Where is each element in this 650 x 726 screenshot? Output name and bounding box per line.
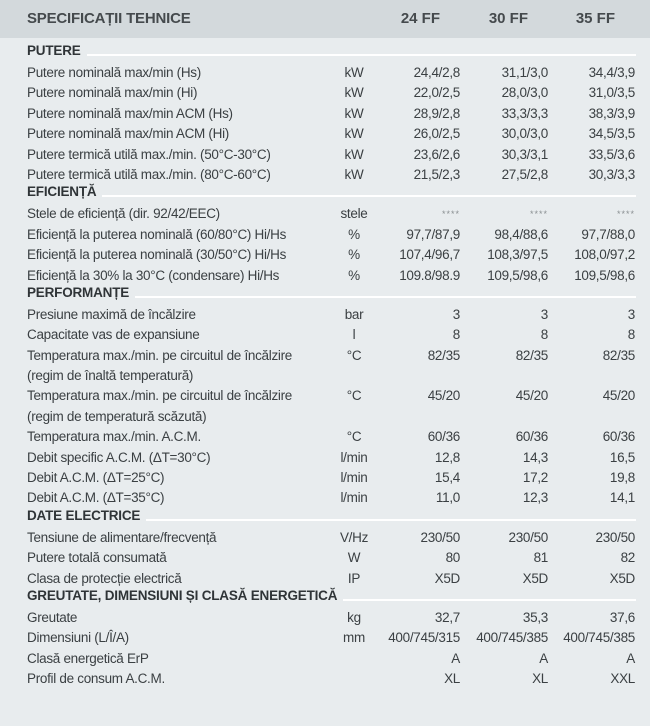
spec-label [27,124,229,144]
spec-label-line1: Capacitate vas de expansiune [27,327,200,343]
spec-unit: kg [347,610,361,626]
spec-unit: l [352,327,356,343]
spec-label [27,204,220,224]
spec-row [0,606,650,626]
section-title: EFICIENȚĂ [27,184,102,199]
spec-value-30ff: 400/745/385 [476,630,548,646]
spec-unit: W [347,550,361,566]
spec-value-30ff: 8 [540,327,548,343]
spec-label-line1: Temperatura max./min. pe circuitul de încălzire [27,388,293,404]
spec-value-35ff: 3 [627,306,635,322]
spec-value-30ff: 82/35 [515,347,548,363]
spec-table-body [0,38,650,688]
model-header-24ff: 24 FF [400,10,440,27]
spec-value-35ff: 82/35 [602,347,635,363]
spec-label-line1: Dimensiuni (L/Î/A) [27,630,129,646]
spec-label [27,165,271,185]
spec-value-24ff: 230/50 [420,529,460,545]
section-heading [0,284,650,303]
spec-unit: kW [344,85,364,101]
spec-value-35ff: 34,5/3,5 [588,126,635,142]
spec-label [27,225,286,245]
section-title: PUTERE [27,43,87,58]
spec-value-30ff: 17,2 [522,470,548,486]
spec-label [27,427,201,447]
spec-value-24ff: 24,4/2,8 [413,65,460,80]
spec-value-30ff: 27,5/2,8 [501,166,548,182]
spec-row [0,567,650,587]
spec-unit: kW [344,105,364,121]
spec-value-30ff: X5D [522,570,548,586]
spec-label [27,548,166,568]
spec-label [27,346,292,387]
section-title: DATE ELECTRICE [27,508,146,523]
spec-row [0,264,650,284]
spec-value-30ff: **** [529,209,548,220]
spec-label [27,63,201,83]
spec-value-30ff: 45/20 [515,388,548,404]
spec-label [27,468,164,488]
spec-value-35ff: 60/36 [602,429,635,445]
spec-unit: °C [346,388,362,404]
spec-label [27,569,181,589]
spec-label-line1: Putere totală consumată [27,550,167,566]
spec-unit: IP [347,570,361,586]
spec-unit: kW [344,166,364,182]
spec-value-35ff: 400/745/385 [563,630,635,646]
spec-label-line1: Eficiență la 30% la 30°C (condensare) Hi/Hs [27,267,280,283]
spec-label-line1: Putere termică utilă max./min. (80°C-60°C) [27,166,271,182]
spec-value-24ff: 45/20 [427,388,460,404]
spec-unit: stele [340,206,368,222]
spec-value-30ff: XL [532,671,548,687]
spec-value-30ff: 81 [533,550,548,566]
spec-value-35ff: 82 [620,550,635,566]
spec-value-24ff: 28,9/2,8 [413,105,460,121]
spec-label [27,669,165,689]
spec-value-30ff: 14,3 [522,449,548,465]
spec-row [0,667,650,687]
spec-label [27,448,210,468]
spec-value-35ff: 230/50 [595,529,635,545]
spec-value-35ff: 45/20 [602,388,635,404]
spec-label-line1: Clasa de protecție electrică [27,570,182,586]
spec-row [0,61,650,81]
spec-unit: kW [344,146,364,162]
spec-value-35ff: 38,3/3,9 [588,105,635,121]
spec-value-30ff: 109,5/98,6 [487,267,548,283]
spec-value-24ff: A [451,650,460,666]
spec-value-30ff: 35,3 [522,610,548,626]
spec-value-24ff: XL [444,671,460,687]
spec-value-24ff: 22,0/2,5 [413,85,460,101]
spec-value-30ff: 60/36 [515,429,548,445]
spec-value-35ff: 31,0/3,5 [588,85,635,101]
spec-label [27,528,216,548]
section-heading [0,42,650,61]
spec-label-line1: Debit A.C.M. (ΔT=25°C) [27,470,165,486]
spec-row [0,446,650,466]
spec-value-24ff: 60/36 [427,429,460,445]
spec-label-line1: Putere nominală max/min ACM (Hs) [27,105,233,121]
spec-label [27,325,199,345]
spec-value-24ff: 97,7/87,9 [406,226,460,242]
spec-row [0,647,650,667]
spec-value-24ff: 80 [445,550,460,566]
spec-value-35ff: 30,3/3,3 [588,166,635,182]
spec-label [27,83,197,103]
spec-row [0,122,650,142]
spec-unit: l/min [340,490,368,506]
spec-label-line1: Profil de consum A.C.M. [27,671,165,687]
spec-row [0,243,650,263]
spec-value-24ff: 21,5/2,3 [413,166,460,182]
spec-row [0,323,650,343]
spec-row [0,526,650,546]
spec-value-35ff: 19,8 [609,470,635,486]
spec-unit: °C [346,347,362,363]
spec-value-35ff: **** [616,209,635,220]
spec-value-30ff: 31,1/3,0 [501,65,548,80]
model-header-35ff: 35 FF [575,10,615,27]
spec-label-line1: Putere nominală max/min ACM (Hi) [27,126,229,142]
spec-value-24ff: 82/35 [427,347,460,363]
spec-label [27,145,271,165]
spec-value-35ff: 34,4/3,9 [588,65,635,80]
section-heading [0,587,650,606]
spec-row [0,425,650,445]
spec-row [0,202,650,222]
spec-value-30ff: 33,3/3,3 [501,105,548,121]
spec-value-30ff: 98,4/88,6 [494,226,548,242]
spec-value-35ff: 33,5/3,6 [588,146,635,162]
model-header-30ff: 30 FF [488,10,528,27]
spec-unit: kW [344,126,364,142]
spec-value-30ff: 108,3/97,5 [487,247,548,263]
spec-value-24ff: 32,7 [434,610,460,626]
spec-value-24ff: 23,6/2,6 [413,146,460,162]
spec-value-24ff: 107,4/96,7 [399,247,460,263]
spec-label [27,649,149,669]
spec-row [0,143,650,163]
spec-label-line1: Stele de eficiență (dir. 92/42/EEC) [27,206,220,222]
spec-row [0,102,650,122]
spec-unit: % [348,267,360,283]
section-title: PERFORMANȚE [27,285,135,300]
spec-row [0,466,650,486]
spec-label-line1: Debit A.C.M. (ΔT=35°C) [27,490,165,506]
spec-label-line1: Greutate [27,610,78,626]
spec-value-24ff: 3 [452,306,460,322]
spec-unit: mm [343,630,365,646]
spec-value-24ff: 11,0 [435,490,460,506]
spec-label-line1: Putere termică utilă max./min. (50°C-30°C) [27,146,271,162]
spec-label-line1: Presiune maximă de încălzire [27,306,196,322]
spec-value-35ff: 14,1 [609,490,635,506]
spec-label-line1: Eficiență la puterea nominală (60/80°C) Hi/Hs [27,226,287,242]
spec-value-30ff: 30,0/3,0 [501,126,548,142]
spec-unit: l/min [340,470,368,486]
spec-row [0,303,650,323]
spec-label-line1: Debit specific A.C.M. (ΔT=30°C) [27,449,211,465]
spec-value-30ff: 12,3 [522,490,548,506]
spec-label-line2: (regim de înaltă temperatură) [27,368,194,384]
spec-unit: °C [346,429,362,445]
spec-value-30ff: 30,3/3,1 [501,146,548,162]
spec-value-30ff: 28,0/3,0 [501,85,548,101]
spec-label [27,386,292,427]
spec-value-35ff: 108,0/97,2 [574,247,635,263]
spec-unit: kW [344,65,364,80]
spec-value-24ff: 15,4 [434,470,460,486]
spec-row [0,81,650,101]
spec-value-35ff: 109,5/98,6 [574,267,635,283]
spec-row [0,486,650,506]
spec-table-header [0,0,650,38]
spec-label [27,628,129,648]
spec-label-line1: Putere nominală max/min (Hs) [27,65,201,80]
spec-value-24ff: 12,8 [434,449,460,465]
spec-label [27,245,286,265]
spec-label [27,305,196,325]
spec-value-35ff: XXL [610,671,635,687]
spec-label-line1: Temperatura max./min. pe circuitul de încălzire [27,347,293,363]
spec-unit: V/Hz [339,529,369,545]
spec-value-35ff: 97,7/88,0 [581,226,635,242]
spec-row [0,546,650,566]
spec-value-35ff: 8 [627,327,635,343]
spec-row [0,163,650,183]
spec-value-30ff: A [539,650,548,666]
spec-label [27,104,233,124]
spec-value-24ff: 109.8/98.9 [399,267,460,283]
spec-label-line1: Tensiune de alimentare/frecvență [27,529,217,545]
section-divider [27,54,636,56]
spec-row [0,626,650,646]
spec-unit: l/min [340,449,368,465]
spec-label [27,608,77,628]
spec-label [27,488,164,508]
spec-value-35ff: A [626,650,635,666]
spec-label-line1: Clasă energetică ErP [27,650,149,666]
spec-value-24ff: 8 [452,327,460,343]
spec-value-35ff: 37,6 [609,610,635,626]
spec-value-35ff: X5D [609,570,635,586]
spec-value-24ff: 400/745/315 [388,630,460,646]
section-heading [0,183,650,202]
spec-label-line1: Eficiență la puterea nominală (30/50°C) Hi/Hs [27,247,287,263]
spec-unit: bar [344,306,364,322]
spec-label [27,266,279,286]
spec-row [0,223,650,243]
spec-unit: % [348,247,360,263]
spec-label-line1: Putere nominală max/min (Hi) [27,85,198,101]
spec-value-24ff: **** [441,209,460,220]
spec-value-24ff: 26,0/2,5 [413,126,460,142]
spec-table-title: SPECIFICAȚII TEHNICE [27,10,191,27]
spec-value-30ff: 230/50 [508,529,548,545]
spec-row [0,344,650,385]
spec-value-24ff: X5D [434,570,460,586]
spec-label-line1: Temperatura max./min. A.C.M. [27,429,201,445]
section-title: GREUTATE, DIMENSIUNI ȘI CLASĂ ENERGETICĂ [27,588,343,603]
spec-value-35ff: 16,5 [609,449,635,465]
spec-unit: % [348,226,360,242]
spec-row [0,384,650,425]
spec-value-30ff: 3 [540,306,548,322]
section-heading [0,507,650,526]
spec-label-line2: (regim de temperatură scăzută) [27,408,207,424]
section-divider [27,195,636,197]
